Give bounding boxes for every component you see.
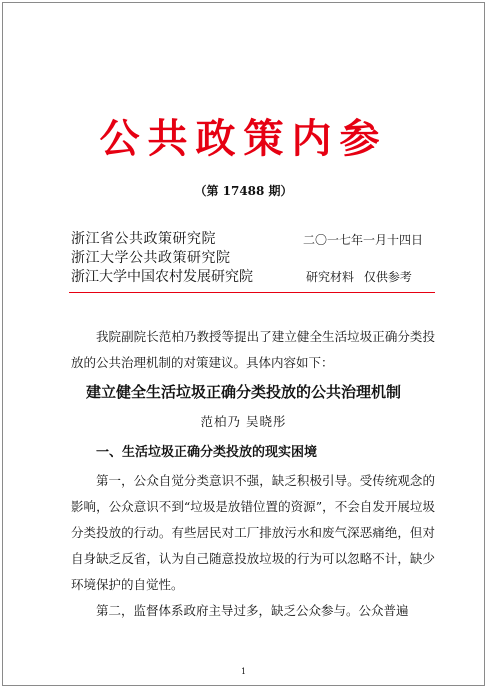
document-page (2, 2, 485, 686)
publication-date: 二〇一七年一月十四日 (303, 233, 424, 247)
article-authors: 范柏乃 吴晓彤 (200, 414, 287, 429)
reference-note: 研究材料 仅供参考 (306, 270, 412, 284)
page-number: 1 (240, 667, 247, 676)
header-divider (69, 292, 435, 293)
organization-line-3: 浙江大学中国农村发展研究院 (71, 269, 253, 285)
organization-line-2: 浙江大学公共政策研究院 (71, 250, 231, 266)
intro-paragraph: 我院副院长范柏乃教授等提出了建立健全生活垃圾正确分类投放的公共治理机制的对策建议。具体内容如下： (71, 329, 435, 370)
publication-title: 公共政策内参 (99, 115, 388, 162)
article-title: 建立健全生活垃圾正确分类投放的公共治理机制 (85, 383, 401, 401)
body-paragraph: 第一，公众自觉分类意识不强，缺乏积极引导。受传统观念的影响，公众意识不到“垃圾是放错位置的资源”，不会自发开展垃圾分类投放的行动。有些居民对工厂排放污水和废气深恶痛绝，但对自身缺乏反省，认为自己随意投放垃圾的行为可以忽略不计，缺少环境保护的自觉性。 (71, 473, 435, 592)
organization-line-1: 浙江省公共政策研究院 (71, 231, 216, 247)
section-heading: 一、生活垃圾正确分类投放的现实困境 (96, 445, 318, 460)
issue-number: （第 17488 期） (194, 184, 293, 198)
body-paragraph: 第二，监督体系政府主导过多，缺乏公众参与。公众普遍 (96, 603, 409, 618)
